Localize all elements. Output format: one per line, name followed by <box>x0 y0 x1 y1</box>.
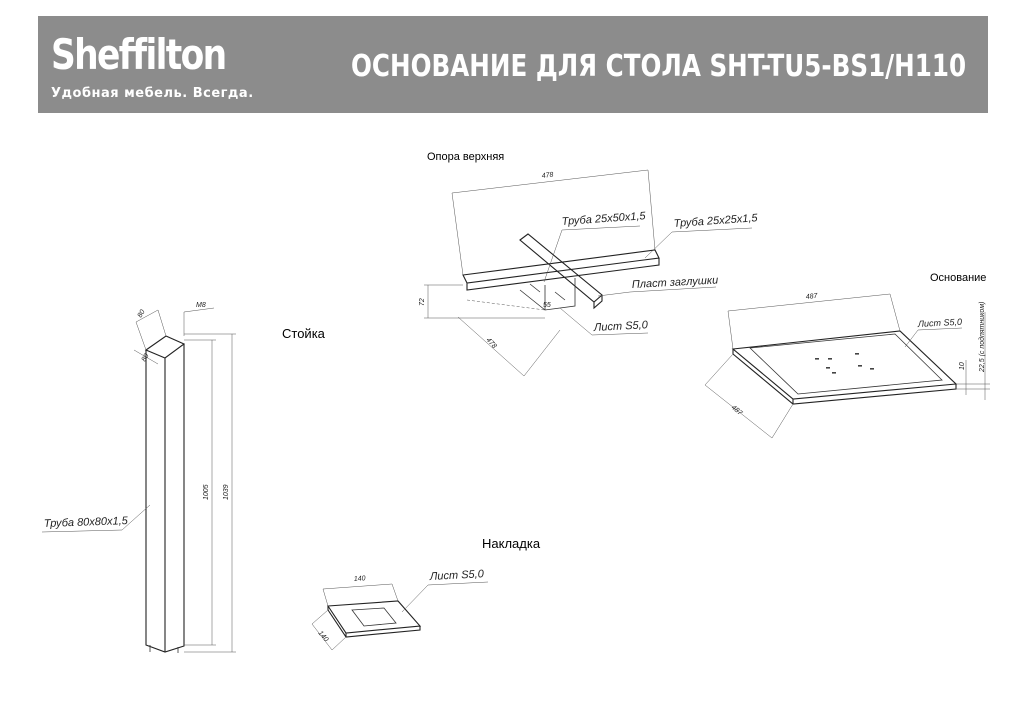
upper-support-dim-line-width <box>458 317 560 376</box>
upper-support-main-tube <box>463 250 659 290</box>
upper-support-view <box>419 151 759 376</box>
post-view <box>42 302 326 653</box>
base-note-feet: 22,5 (с подпятником) <box>979 301 986 372</box>
cover-dim-line-length <box>323 584 398 606</box>
base-mounting-holes <box>815 353 874 374</box>
cover-plate <box>328 601 420 637</box>
upper-support-dim-length: 478 <box>541 171 554 180</box>
base-dim-line-width <box>705 354 793 438</box>
upper-support-dim-line-height <box>424 285 545 318</box>
post-dim-inner: 1005 <box>203 484 210 500</box>
upper-support-label: Опора верхняя <box>427 151 505 163</box>
base-note-sheet: Лист S5,0 <box>917 316 963 329</box>
upper-support-hidden-line <box>467 300 545 310</box>
base-dim-length: 487 <box>805 292 818 301</box>
post-dim-a: 80 <box>136 308 147 319</box>
post-column <box>146 336 184 652</box>
base-dim-thickness: 10 <box>959 362 966 370</box>
base-dim-width: 487 <box>729 404 744 418</box>
post-label: Стойка <box>282 326 325 341</box>
drawing-title: ОСНОВАНИЕ ДЛЯ СТОЛА SHT-TU5-BS1/H110 <box>350 49 966 84</box>
cover-note-sheet: Лист S5,0 <box>429 568 485 583</box>
cover-dim-length: 140 <box>353 575 366 583</box>
upper-support-dim-height: 72 <box>419 298 426 306</box>
cover-view <box>312 536 541 650</box>
post-dim-thread: М8 <box>196 302 206 309</box>
cover-dim-width: 140 <box>316 629 330 644</box>
brand-logo: Sheffilton <box>51 30 226 79</box>
upper-support-note-tube-main: Труба 25х50х1,5 <box>561 210 646 228</box>
upper-support-note-sheet: Лист S5,0 <box>593 319 649 334</box>
cover-leader-sheet <box>402 582 488 612</box>
brand-slogan: Удобная мебель. Всегда. <box>51 86 254 101</box>
upper-support-dim-width: 478 <box>484 336 498 351</box>
base-view <box>705 272 990 438</box>
cover-label: Накладка <box>482 536 541 551</box>
cover-opening <box>352 608 396 626</box>
post-dim-b: 80 <box>140 352 151 363</box>
post-dim-line-thread <box>184 308 214 336</box>
upper-support-note-tube-cross: Труба 25х25х1,5 <box>673 212 758 230</box>
post-note-tube: Труба 80х80х1,5 <box>43 515 129 530</box>
post-dim-outer: 1039 <box>223 484 230 500</box>
base-label: Основание <box>930 272 987 284</box>
upper-support-leader-cross <box>645 228 752 258</box>
upper-support-dim-small: 55 <box>543 302 551 309</box>
base-plate <box>733 331 956 404</box>
upper-support-note-plug: Пласт заглушки <box>631 274 719 291</box>
